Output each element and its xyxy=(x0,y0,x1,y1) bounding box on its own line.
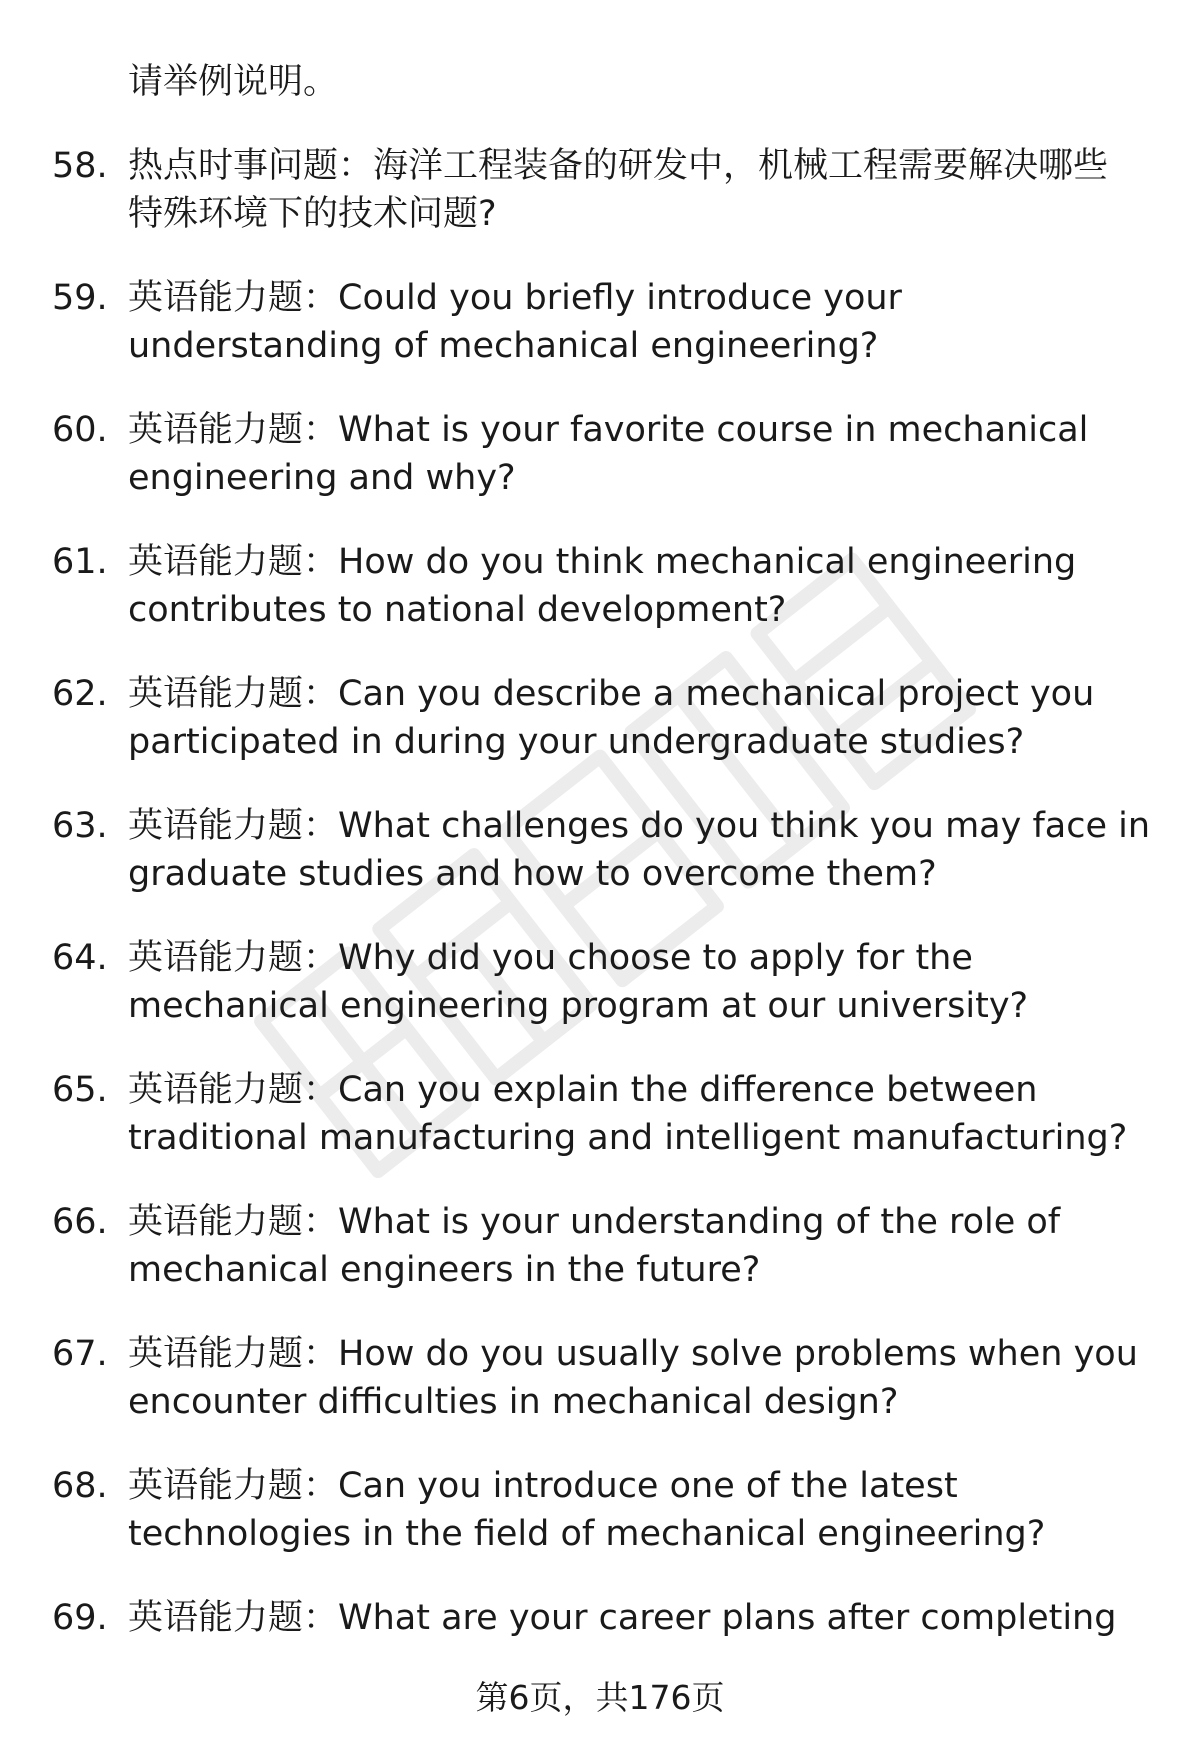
question-item xyxy=(0,274,1200,370)
question-item xyxy=(0,670,1200,766)
question-line: participated in during your undergraduate studies? xyxy=(128,722,1025,762)
question-item xyxy=(0,1066,1200,1162)
question-item xyxy=(0,1330,1200,1426)
question-number: 69. xyxy=(52,1598,108,1638)
question-number: 59. xyxy=(52,278,108,318)
question-line: 热点时事问题：海洋工程装备的研发中，机械工程需要解决哪些 xyxy=(128,146,1109,186)
question-number: 58. xyxy=(52,146,108,186)
question-line: mechanical engineering program at our university? xyxy=(128,986,1029,1026)
question-item xyxy=(0,802,1200,898)
question-line: encounter difficulties in mechanical design? xyxy=(128,1382,899,1422)
page-footer: 第6页，共176页 xyxy=(475,1678,725,1717)
question-number: 61. xyxy=(52,542,108,582)
question-text xyxy=(128,406,1158,502)
question-item xyxy=(0,1594,1200,1642)
question-line: 英语能力题：Can you describe a mechanical project you xyxy=(128,674,1095,714)
question-text xyxy=(128,142,1158,238)
question-line: 英语能力题：How do you think mechanical engineering xyxy=(128,542,1077,582)
question-text xyxy=(128,1594,1158,1642)
continuation-text: 请举例说明。 xyxy=(128,62,339,102)
question-list xyxy=(0,142,1200,1678)
question-line: 英语能力题：What challenges do you think you may face in xyxy=(128,806,1151,846)
question-number: 60. xyxy=(52,410,108,450)
question-line: 特殊环境下的技术问题? xyxy=(128,194,497,234)
question-item xyxy=(0,934,1200,1030)
question-line: engineering and why? xyxy=(128,458,516,498)
question-number: 66. xyxy=(52,1202,108,1242)
question-line: 英语能力题：Could you briefly introduce your xyxy=(128,278,902,318)
question-text xyxy=(128,274,1158,370)
question-item xyxy=(0,142,1200,238)
question-item xyxy=(0,1462,1200,1558)
question-line: traditional manufacturing and intelligent manufacturing? xyxy=(128,1118,1128,1158)
question-line: technologies in the field of mechanical engineering? xyxy=(128,1514,1046,1554)
question-line: 英语能力题：What are your career plans after completing xyxy=(128,1598,1117,1638)
question-line: graduate studies and how to overcome them? xyxy=(128,854,937,894)
question-line: 英语能力题：What is your favorite course in mechanical xyxy=(128,410,1089,450)
question-number: 63. xyxy=(52,806,108,846)
question-text xyxy=(128,1066,1158,1162)
question-line: mechanical engineers in the future? xyxy=(128,1250,761,1290)
question-number: 64. xyxy=(52,938,108,978)
question-line: 英语能力题：Can you explain the difference between xyxy=(128,1070,1038,1110)
question-text xyxy=(128,538,1158,634)
question-number: 65. xyxy=(52,1070,108,1110)
question-text xyxy=(128,934,1158,1030)
question-text xyxy=(128,1330,1158,1426)
question-line: 英语能力题：Can you introduce one of the latest xyxy=(128,1466,958,1506)
question-text xyxy=(128,1198,1158,1294)
question-number: 62. xyxy=(52,674,108,714)
question-line: 英语能力题：How do you usually solve problems when you xyxy=(128,1334,1138,1374)
question-item xyxy=(0,406,1200,502)
question-text xyxy=(128,802,1158,898)
question-line: 英语能力题：What is your understanding of the role of xyxy=(128,1202,1061,1242)
question-line: 英语能力题：Why did you choose to apply for the xyxy=(128,938,973,978)
question-item xyxy=(0,538,1200,634)
question-line: understanding of mechanical engineering? xyxy=(128,326,879,366)
question-text xyxy=(128,1462,1158,1558)
question-number: 68. xyxy=(52,1466,108,1506)
question-item xyxy=(0,1198,1200,1294)
question-line: contributes to national development? xyxy=(128,590,787,630)
question-text xyxy=(128,670,1158,766)
question-number: 67. xyxy=(52,1334,108,1374)
